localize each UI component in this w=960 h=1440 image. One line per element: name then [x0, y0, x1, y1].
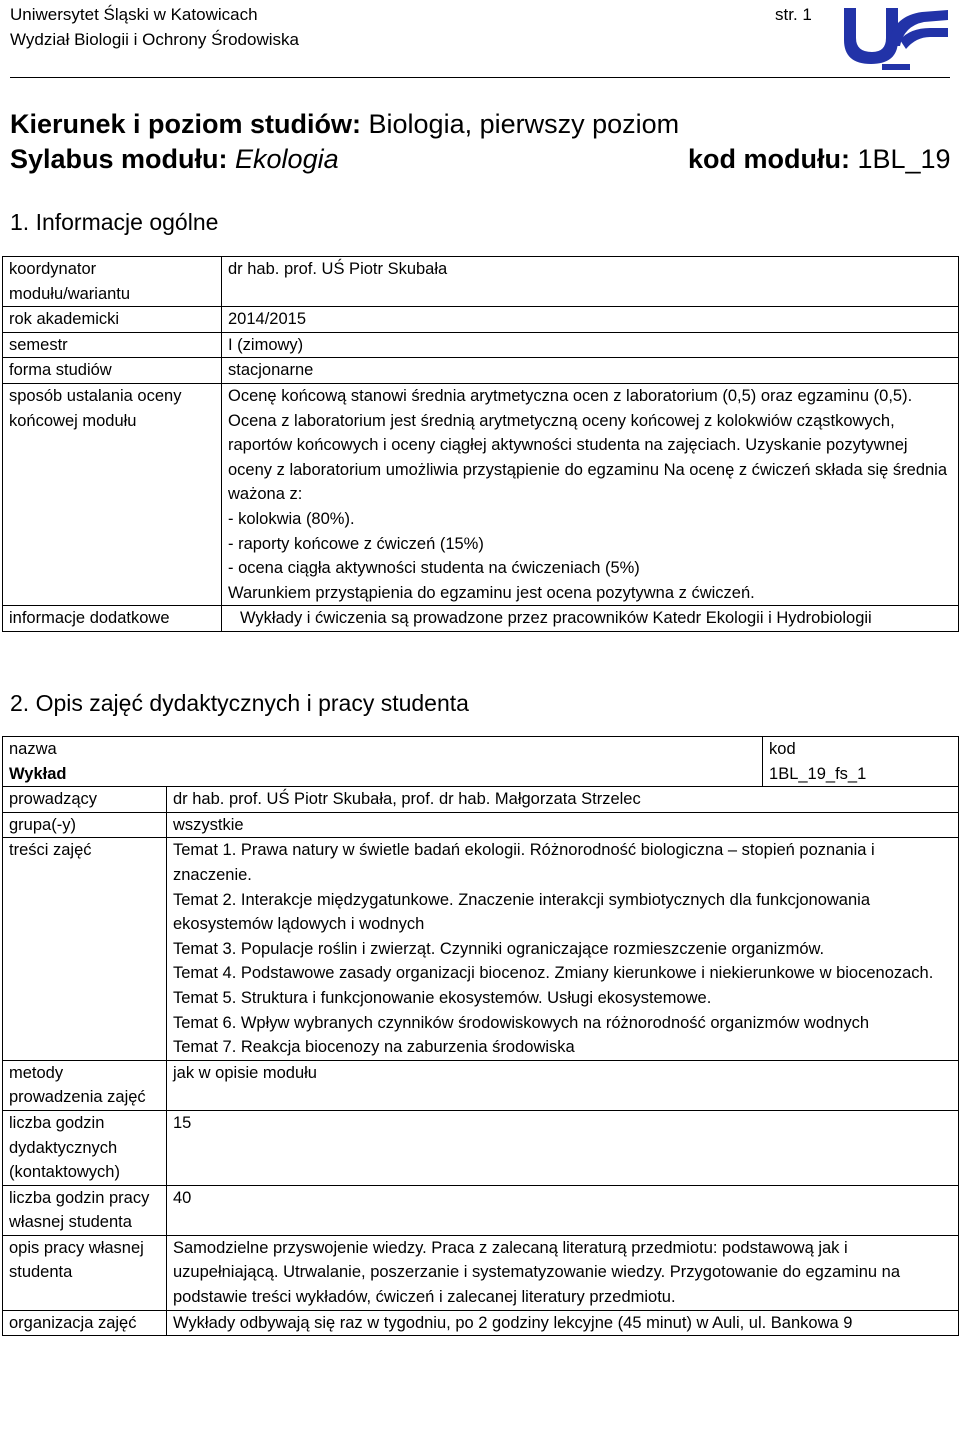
row-value: dr hab. prof. UŚ Piotr Skubała: [222, 257, 959, 307]
table-row: [3, 332, 959, 358]
table-row: [3, 812, 959, 838]
row-value: jak w opisie modułu: [167, 1060, 959, 1110]
table-row: [3, 358, 959, 384]
course-details-table: [2, 736, 959, 1336]
row-value: Samodzielne przyswojenie wiedzy. Praca z zalecaną literaturą przedmiotu: podstawową jak i uzupełniającą. Utrwalanie, poszerzanie i systematyzowanie wiedzy. Przygotowanie do egzaminu na podstawie treści wykładów, ćwiczeń i zalecanej literatury przedmiotu.: [167, 1235, 959, 1310]
row-label: informacje dodatkowe: [3, 606, 222, 632]
table-row: [3, 1060, 959, 1110]
table-row: [3, 307, 959, 333]
table-row: [3, 838, 959, 1060]
table-row: [3, 606, 959, 632]
general-info-table: [2, 256, 959, 632]
row-label: koordynator modułu/wariantu: [3, 257, 222, 307]
row-label: semestr: [3, 332, 222, 358]
code-label: kod: [763, 737, 959, 762]
module-code: kod modułu: 1BL_19: [688, 144, 951, 174]
row-value: 40: [167, 1185, 959, 1235]
row-label: organizacja zajęć: [3, 1310, 167, 1336]
row-label: metody prowadzenia zajęć: [3, 1060, 167, 1110]
row-label: opis pracy własnej studenta: [3, 1235, 167, 1310]
row-label: prowadzący: [3, 787, 167, 813]
row-label: sposób ustalania oceny końcowej modułu: [3, 383, 222, 605]
course-name: Wykład: [3, 762, 763, 787]
row-value: Wykłady odbywają się raz w tygodniu, po 2 godziny lekcyjne (45 minut) w Auli, ul. Bankowa 9: [167, 1310, 959, 1336]
row-label: forma studiów: [3, 358, 222, 384]
table-row: [3, 257, 959, 307]
row-label: grupa(-y): [3, 812, 167, 838]
row-label: treści zajęć: [3, 838, 167, 1060]
row-value: I (zimowy): [222, 332, 959, 358]
table-row: [3, 1235, 959, 1310]
row-value: dr hab. prof. UŚ Piotr Skubała, prof. dr hab. Małgorzata Strzelec: [167, 787, 959, 813]
university-logo-icon: [842, 2, 950, 72]
university-name: Uniwersytet Śląski w Katowicach: [10, 5, 258, 24]
syllabus-title: Sylabus modułu: Ekologia: [10, 144, 339, 174]
section1-heading: 1. Informacje ogólne: [10, 209, 219, 235]
page-number: str. 1: [775, 5, 812, 24]
row-value: 2014/2015: [222, 307, 959, 333]
table-row: [3, 787, 959, 813]
row-label: liczba godzin pracy własnej studenta: [3, 1185, 167, 1235]
table-row: [3, 762, 959, 787]
table-row: [3, 737, 959, 762]
row-label: rok akademicki: [3, 307, 222, 333]
table-row: [3, 1185, 959, 1235]
header-rule: [10, 77, 950, 78]
table-row: [3, 383, 959, 605]
row-value: Temat 1. Prawa natury w świetle badań ekologii. Różnorodność biologiczna – stopień poznania i znaczenie. Temat 2. Interakcje międzygatunkowe. Znaczenie interakcji symbiotycznych dla funkcjonowania ekosystemów lądowych i wodnych Temat 3. Populacje roślin i zwierząt. Czynniki ograniczające rozmieszczenie organizmów. Temat 4. Podstawowe zasady organizacji biocenoz. Zmiany kierunkowe i niekierunkowe w biocenozach. Temat 5. Struktura i funkcjonowanie ekosystemów. Usługi ekosystemowe. Temat 6. Wpływ wybranych czynników środowiskowych na różnorodność organizmów wodnych Temat 7. Reakcja biocenozy na zaburzenia środowiska: [167, 838, 959, 1060]
table-row: [3, 1110, 959, 1185]
row-value: Ocenę końcową stanowi średnia arytmetyczna ocen z laboratorium (0,5) oraz egzaminu (0,5). Ocena z laboratorium jest średnią arytmetyczną oceny końcowej z kolokwiów cząstkowych, raportów końcowych i oceny ciągłej aktywności studenta na zajęciach. Uzyskanie pozytywnej oceny z laboratorium umożliwia przystąpienie do egzaminu Na ocenę z ćwiczeń składa się średnia ważona z: - kolokwia (80%). - raporty końcowe z ćwiczeń (15%) - ocena ciągła aktywności studenta na ćwiczeniach (5%) Warunkiem przystąpienia do egzaminu jest ocena pozytywna z ćwiczeń.: [222, 383, 959, 605]
row-label: liczba godzin dydaktycznych (kontaktowych): [3, 1110, 167, 1185]
study-direction: Kierunek i poziom studiów: Biologia, pierwszy poziom: [10, 109, 680, 139]
section2-heading: 2. Opis zajęć dydaktycznych i pracy studenta: [10, 690, 469, 716]
row-value: stacjonarne: [222, 358, 959, 384]
row-value: 15: [167, 1110, 959, 1185]
table-row: [3, 1310, 959, 1336]
row-value: Wykłady i ćwiczenia są prowadzone przez pracowników Katedr Ekologii i Hydrobiologii: [222, 606, 959, 632]
name-label: nazwa: [3, 737, 763, 762]
row-value: wszystkie: [167, 812, 959, 838]
faculty-name: Wydział Biologii i Ochrony Środowiska: [10, 30, 299, 49]
course-code: 1BL_19_fs_1: [763, 762, 959, 787]
